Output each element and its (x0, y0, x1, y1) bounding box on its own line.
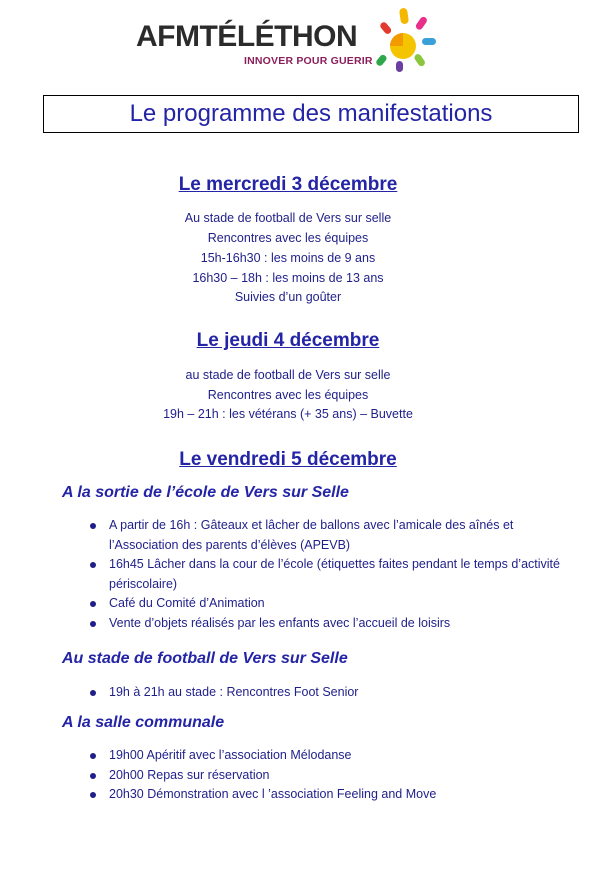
sun-icon (376, 4, 438, 72)
list-item: Vente d’objets réalisés par les enfants avec l’accueil de loisirs (90, 614, 560, 634)
thursday-line-3: 19h – 21h : les vétérans (+ 35 ans) – Buvette (163, 407, 413, 421)
bullet-icon (90, 621, 96, 627)
day-heading-friday: Le vendredi 5 décembre (179, 449, 397, 470)
program-title: Le programme des manifestations (129, 100, 493, 127)
bullet-icon (90, 792, 96, 798)
list-item: 20h00 Repas sur réservation (90, 766, 560, 786)
list-item: 19h00 Apéritif avec l’association Mélodanse (90, 746, 560, 766)
bullet-icon (90, 753, 96, 759)
list-item: A partir de 16h : Gâteaux et lâcher de ballons avec l’amicale des aînés et l’Association des parents d’élèves (APEVB) (90, 516, 560, 555)
bullet-icon (90, 562, 96, 568)
logo-brand: AFMTÉLÉTHON (136, 20, 358, 53)
logo-tagline: INNOVER POUR GUERIR (244, 55, 373, 67)
thursday-line-2: Rencontres avec les équipes (207, 388, 369, 402)
section-heading-school: A la sortie de l’école de Vers sur Selle (62, 484, 349, 501)
bullet-icon (90, 523, 96, 529)
bullet-icon (90, 601, 96, 607)
list-item: 19h à 21h au stade : Rencontres Foot Senior (90, 683, 560, 703)
stadium-activities-list (90, 683, 560, 703)
school-activities-list (90, 516, 560, 633)
wednesday-line-4: 16h30 – 18h : les moins de 13 ans (192, 271, 384, 285)
bullet-icon (90, 690, 96, 696)
wednesday-line-5: Suivies d’un goûter (234, 290, 342, 304)
list-item: 20h30 Démonstration avec l ’association Feeling and Move (90, 785, 560, 805)
day-heading-wednesday: Le mercredi 3 décembre (178, 174, 398, 195)
program-title-box (43, 95, 579, 133)
afm-telethon-logo (136, 4, 436, 72)
thursday-line-1: au stade de football de Vers sur selle (185, 368, 391, 382)
bullet-icon (90, 773, 96, 779)
wednesday-line-1: Au stade de football de Vers sur selle (184, 211, 392, 225)
list-item: 16h45 Lâcher dans la cour de l’école (étiquettes faites pendant le temps d’activité périscolaire) (90, 555, 560, 594)
day-heading-thursday: Le jeudi 4 décembre (196, 330, 380, 351)
wednesday-line-2: Rencontres avec les équipes (207, 231, 369, 245)
wednesday-line-3: 15h-16h30 : les moins de 9 ans (200, 251, 376, 265)
list-item: Café du Comité d’Animation (90, 594, 560, 614)
section-heading-hall: A la salle communale (62, 714, 225, 731)
section-heading-stadium: Au stade de football de Vers sur Selle (62, 650, 348, 667)
hall-activities-list (90, 746, 560, 805)
